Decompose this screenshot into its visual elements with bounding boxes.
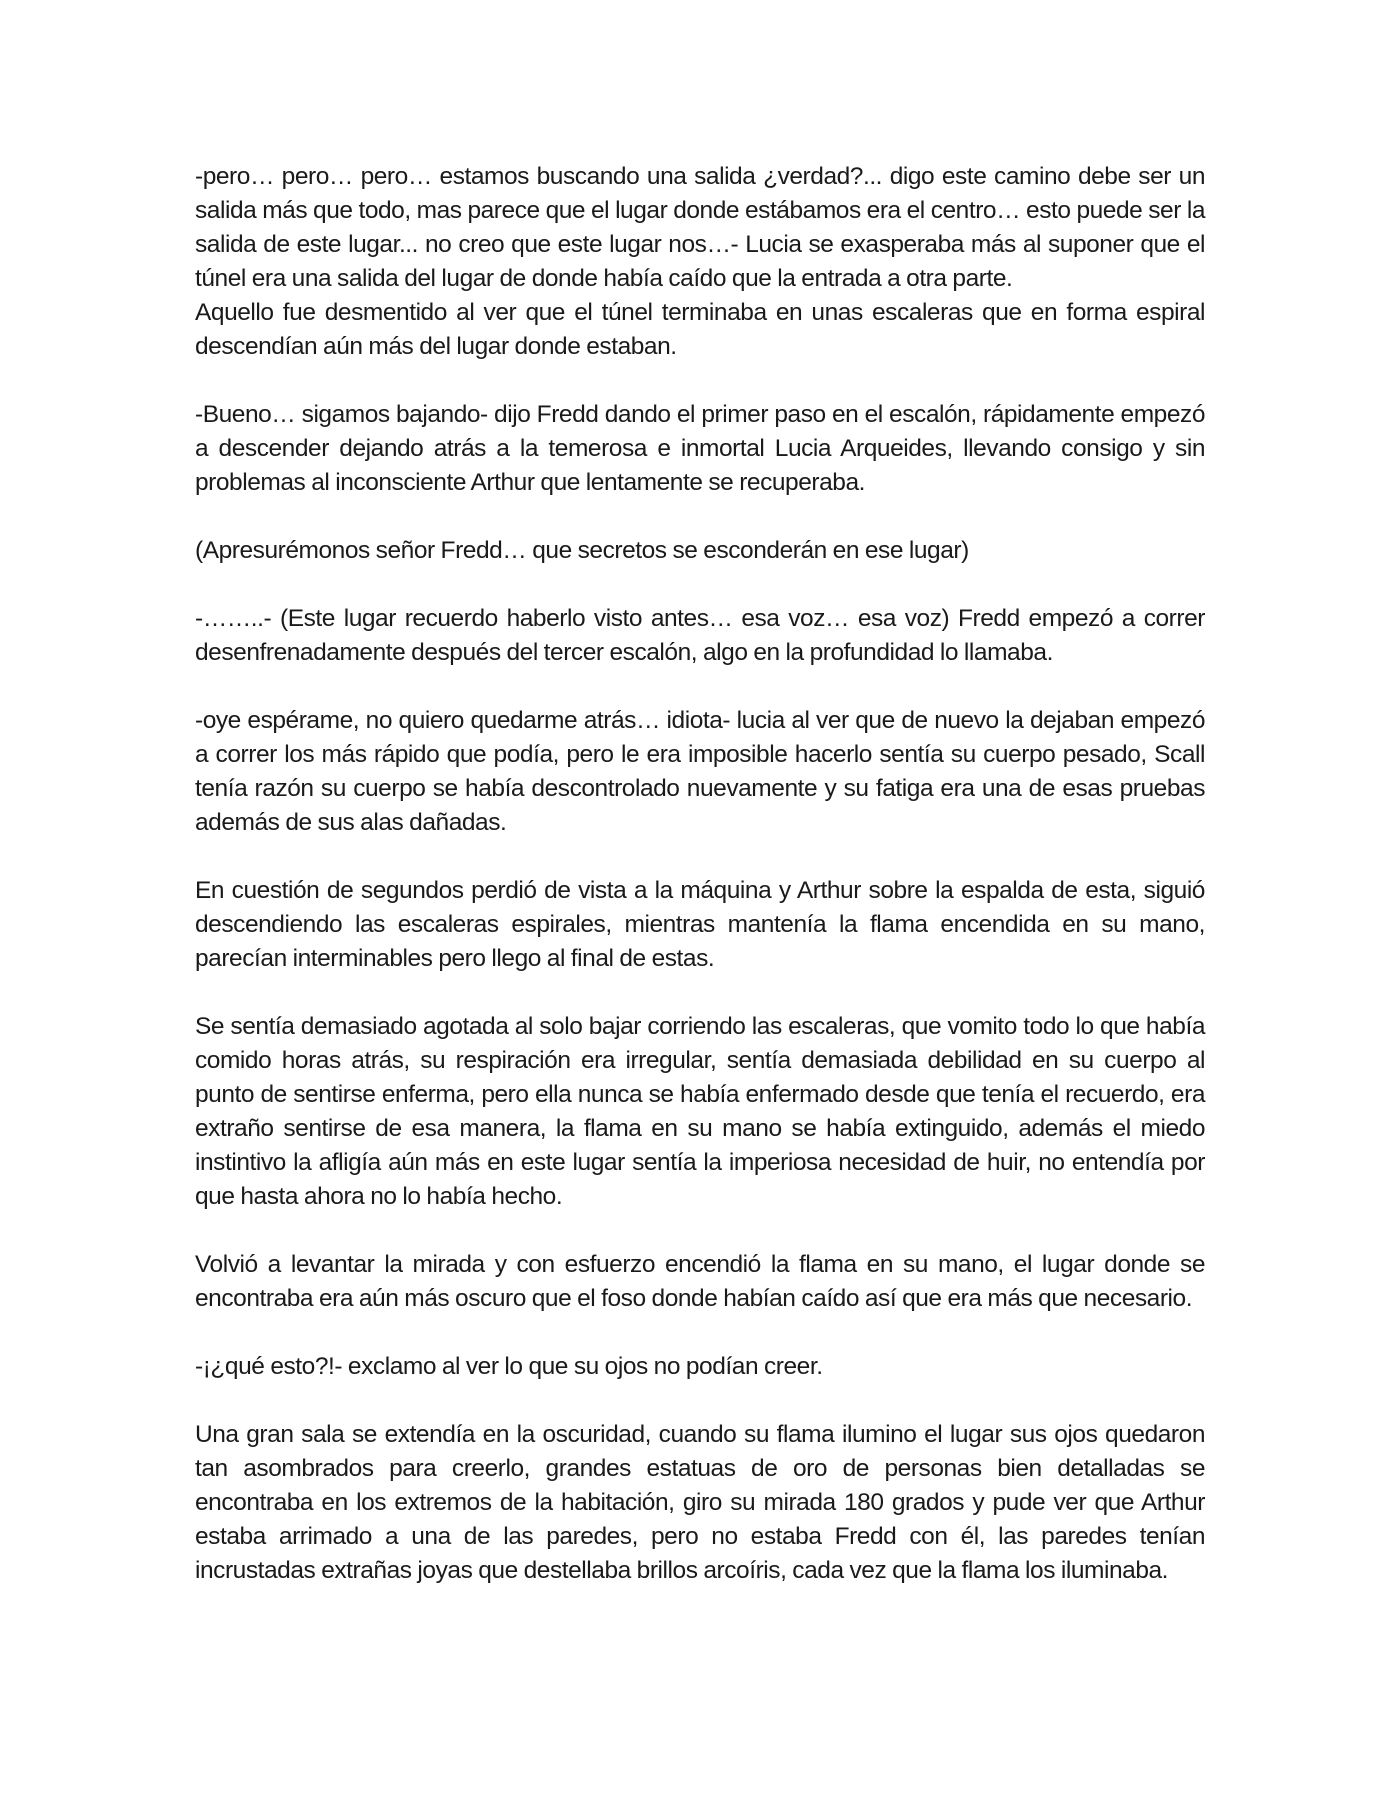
- paragraph: -pero… pero… pero… estamos buscando una salida ¿verdad?... digo este camino debe ser un salida más que todo, mas parece que el lugar donde estábamos era el centro… esto puede ser la salida de este lugar... no creo que este lugar nos…- Lucia se exasperaba más al suponer que el túnel era una salida del lugar de donde había caído que la entrada a otra parte.: [195, 163, 1205, 292]
- paragraph: -¡¿qué esto?!- exclamo al ver lo que su ojos no podían creer.: [195, 1353, 823, 1380]
- paragraph: Aquello fue desmentido al ver que el túnel terminaba en unas escaleras que en forma espiral descendían aún más del lugar donde estaban.: [195, 299, 1205, 360]
- paragraph: -oye espérame, no quiero quedarme atrás… idiota- lucia al ver que de nuevo la dejaban empezó a correr los más rápido que podía, pero le era imposible hacerlo sentía su cuerpo pesado, Scall tenía razón su cuerpo se había descontrolado nuevamente y su fatiga era una de esas pruebas además de sus alas dañadas.: [195, 707, 1205, 836]
- paragraph: Se sentía demasiado agotada al solo bajar corriendo las escaleras, que vomito todo lo que había comido horas atrás, su respiración era irregular, sentía demasiada debilidad en su cuerpo al punto de sentirse enferma, pero ella nunca se había enfermado desde que tenía el recuerdo, era extraño sentirse de esa manera, la flama en su mano se había extinguido, además el miedo instintivo la afligía aún más en este lugar sentía la imperiosa necesidad de huir, no entendía por que hasta ahora no lo había hecho.: [195, 1013, 1205, 1210]
- paragraph: En cuestión de segundos perdió de vista a la máquina y Arthur sobre la espalda de esta, siguió descendiendo las escaleras espirales, mientras mantenía la flama encendida en su mano, parecían interminables pero llego al final de estas.: [195, 877, 1205, 972]
- paragraph: -……..- (Este lugar recuerdo haberlo visto antes… esa voz… esa voz) Fredd empezó a correr desenfrenadamente después del tercer escalón, algo en la profundidad lo llamaba.: [195, 605, 1205, 666]
- document-body: [195, 160, 1205, 1622]
- paragraph: Volvió a levantar la mirada y con esfuerzo encendió la flama en su mano, el lugar donde se encontraba era aún más oscuro que el foso donde habían caído así que era más que necesario.: [195, 1251, 1205, 1312]
- paragraph: Una gran sala se extendía en la oscuridad, cuando su flama ilumino el lugar sus ojos quedaron tan asombrados para creerlo, grandes estatuas de oro de personas bien detalladas se encontraba en los extremos de la habitación, giro su mirada 180 grados y pude ver que Arthur estaba arrimado a una de las paredes, pero no estaba Fredd con él, las paredes tenían incrustadas extrañas joyas que destellaba brillos arcoíris, cada vez que la flama los iluminaba.: [195, 1421, 1205, 1584]
- paragraph: (Apresurémonos señor Fredd… que secretos se esconderán en ese lugar): [195, 537, 969, 564]
- paragraph: -Bueno… sigamos bajando- dijo Fredd dando el primer paso en el escalón, rápidamente empezó a descender dejando atrás a la temerosa e inmortal Lucia Arqueides, llevando consigo y sin problemas al inconsciente Arthur que lentamente se recuperaba.: [195, 401, 1205, 496]
